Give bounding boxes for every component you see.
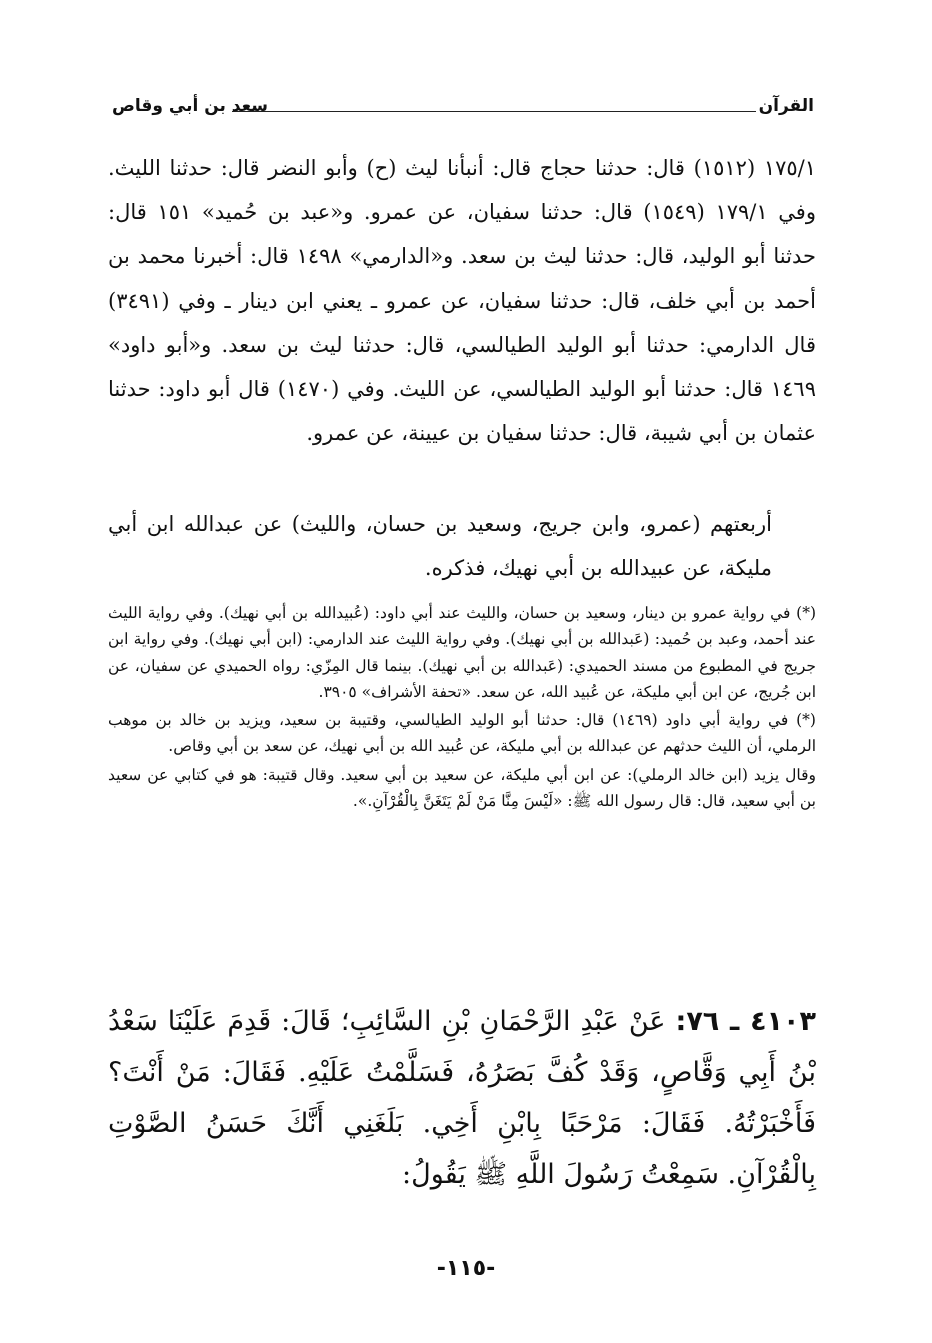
takhrij-text: ١٧٥/١ (١٥١٢) قال: حدثنا حجاج قال: أنبأنا ليث (ح) وأبو النضر قال: حدثنا الليث. وفي ١٧٩/١ (١٥٤٩) قال: حدثنا سفيان، عن عمرو. و«عبد بن حُميد» ١٥١ قال: حدثنا أبو الوليد، قال: حدثنا ليث بن سعد. و«الدارمي» ١٤٩٨ قال: أخبرنا محمد بن أحمد بن أبي خلف، قال: حدثنا سفيان، عن عمرو ـ يعني ابن دينار ـ وفي (٣٤٩١) قال الدارمي: حدثنا أبو الوليد الطيالسي، قال: حدثنا ليث بن سعد. و«أبو داود» ١٤٦٩ قال: حدثنا أبو الوليد الطيالسي، عن الليث. وفي (١٤٧٠) قال أبو داود: حدثنا عثمان بن أبي شيبة، قال: حدثنا سفيان بن عيينة، عن عمرو. xyxy=(108,156,817,446)
hadith-entry xyxy=(108,996,816,1200)
takhrij-paragraph xyxy=(108,146,816,455)
hadith-paragraph xyxy=(108,996,816,1200)
running-header xyxy=(112,90,814,124)
header-section-title: سعد بن أبي وقاص xyxy=(112,96,268,116)
hadith-number: ٤١٠٣ ـ ٧٦: xyxy=(675,1006,816,1037)
page-number: -١١٥- xyxy=(436,1256,496,1281)
summary-text: أربعتهم (عمرو، وابن جريج، وسعيد بن حسان، والليث) عن عبدالله ابن أبي مليكة، عن عبيدالله بن أبي نهيك، فذكره. xyxy=(108,512,772,580)
summary-paragraph xyxy=(108,502,816,590)
header-chapter-title: القرآن xyxy=(758,96,814,116)
footnote-2: (*) في رواية أبي داود (١٤٦٩) قال: حدثنا أبو الوليد الطيالسي، وقتيبة بن سعيد، ويزيد بن خالد بن موهب الرملي، أن الليث حدثهم عن عبدالله بن أبي مليكة، عن عُبيد الله بن أبي نهيك، عن سعد بن أبي وقاص. xyxy=(108,711,816,756)
footnote-3: وقال يزيد (ابن خالد الرملي): عن ابن أبي مليكة، عن سعيد بن أبي سعيد. وقال قتيبة: هو في كتابي عن سعيد بن أبي سعيد، قال: قال رسول الله ﷺ: «لَيْسَ مِنَّا مَنْ لَمْ يَتَغَنَّ بِالْقُرْآنِ.». xyxy=(108,765,816,811)
footnote-1: (*) في رواية عمرو بن دينار، وسعيد بن حسان، والليث عند أبي داود: (عُبيدالله بن أبي نهيك). وفي رواية الليث عند أحمد، وعبد بن حُميد: (عَبدالله بن أبي نهيك). وفي رواية الليث عند الدارمي: (ابن أبي نهيك). وفي رواية ابن جريج في المطبوع من مسند الحميدي: (عَبدالله بن أبي نهيك). بينما قال المِزّي: رواه الحميدي عن سفيان، عن ابن جُريج، عن ابن أبي مليكة، عن عُبيد الله، عن سعد. «تحفة الأشراف» ٣٩٠٥. xyxy=(108,604,816,701)
hadith-text: عَنْ عَبْدِ الرَّحْمَانِ بْنِ السَّائِبِ؛ قَالَ: قَدِمَ عَلَيْنَا سَعْدُ بْنُ أَبِي وَقَّاصٍ، وَقَدْ كُفَّ بَصَرُهُ، فَسَلَّمْتُ عَلَيْهِ. فَقَالَ: مَنْ أَنْتَ؟ فَأَخْبَرْتُهُ. فَقَالَ: مَرْحَبًا بِابْنِ أَخِي. بَلَغَنِي أَنَّكَ حَسَنُ الصَّوْتِ بِالْقُرْآنِ. سَمِعْتُ رَسُولَ اللَّهِ ﷺ يَقُولُ: xyxy=(108,1006,816,1190)
header-rule xyxy=(232,111,756,112)
footnotes xyxy=(108,600,816,816)
